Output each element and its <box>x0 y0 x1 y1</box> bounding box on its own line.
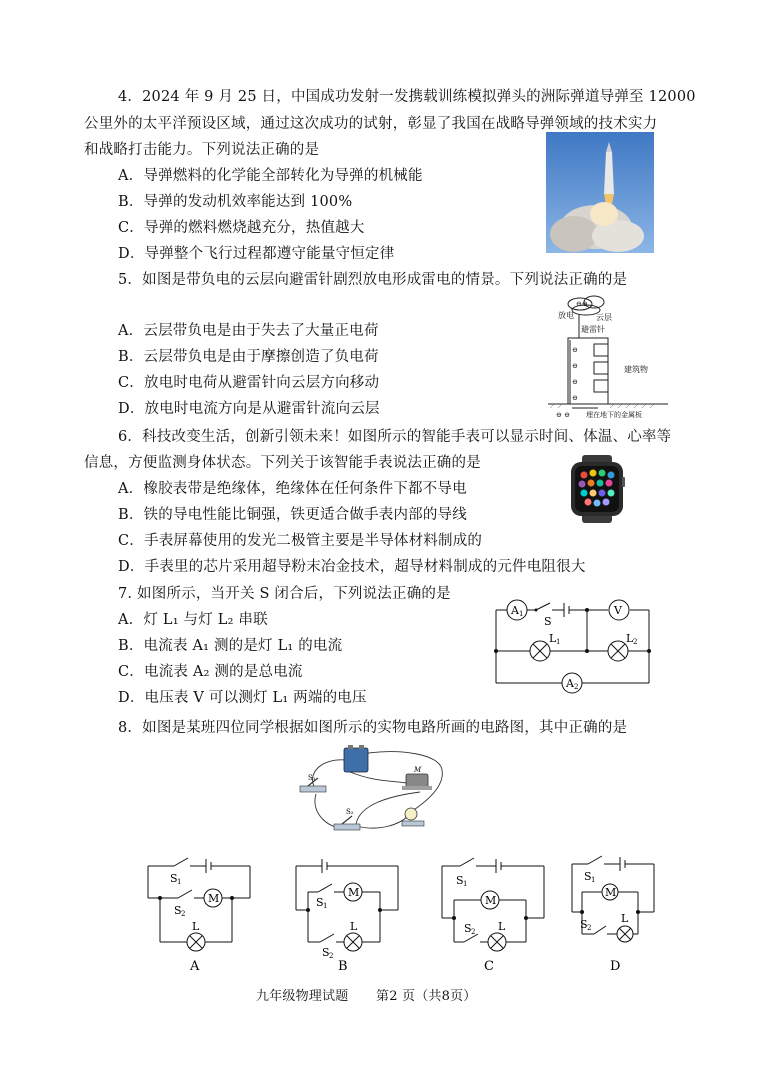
discharge-label: 放电 <box>558 311 574 320</box>
photo-s2-label: S₂ <box>346 808 354 816</box>
circuit-b <box>296 859 398 974</box>
q4-option-b: B．导弹的发动机效率能达到 100% <box>118 194 353 210</box>
svg-text:⊖: ⊖ <box>572 346 578 354</box>
q8-physical-circuit-image <box>290 744 456 844</box>
q6-option-c: C．手表屏幕使用的发光二极管主要是半导体材料制成的 <box>118 533 483 549</box>
svg-text:⊖: ⊖ <box>572 394 578 402</box>
circuit-a-l: L <box>192 920 200 933</box>
a2-sub: 2 <box>574 683 579 691</box>
lightning-rod-diagram <box>548 292 668 422</box>
q5-option-b: B．云层带负电是由于摩擦创造了负电荷 <box>118 349 379 365</box>
circuit-a-s1-sub: 1 <box>177 878 182 886</box>
q6-option-b: B．铁的导电性能比铜强，铁更适合做手表内部的导线 <box>118 507 467 523</box>
smartwatch-image <box>568 455 626 523</box>
circuit-b-s2: S <box>322 946 330 959</box>
circuit-a <box>148 858 250 974</box>
q4-option-c: C．导弹的燃料燃烧越充分，热值越大 <box>118 220 365 236</box>
circuit-c-m: M <box>485 894 497 907</box>
circuit-c-s2: S <box>464 922 472 935</box>
l2-sub: 2 <box>633 638 638 646</box>
circuit-c-s1: S <box>456 874 464 887</box>
circuit-d-s1-sub: 1 <box>591 876 596 884</box>
l1-sub: 1 <box>556 638 561 646</box>
choice-d-label: D <box>610 959 621 974</box>
rod-label: 避雷针 <box>581 325 605 334</box>
q5-option-c: C．放电时电荷从避雷针向云层方向移动 <box>118 375 380 391</box>
q7-option-d: D．电压表 V 可以测灯 L₁ 两端的电压 <box>118 690 367 706</box>
a1-sub: 1 <box>519 610 524 618</box>
circuit-b-m: M <box>348 886 360 899</box>
svg-text:⊖: ⊖ <box>572 378 578 386</box>
circuit-a-s2-sub: 2 <box>181 910 186 918</box>
circuit-d-s2-sub: 2 <box>587 924 592 932</box>
q5-stem: 5．如图是带负电的云层向避雷针剧烈放电形成雷电的情景。下列说法正确的是 <box>118 272 628 288</box>
svg-text:⊖: ⊖ <box>572 362 578 370</box>
choice-c-label: C <box>484 959 494 974</box>
building-label: 建筑物 <box>624 365 648 374</box>
circuit-b-s1-sub: 1 <box>323 902 328 910</box>
circuit-a-s2: S <box>174 904 182 917</box>
q4-stem-line2: 公里外的太平洋预设区域，通过这次成功的试射，彰显了我国在战略导弹领域的技术实力 <box>84 116 658 132</box>
footer-subject: 九年级物理试题 <box>256 989 349 1004</box>
v-label: V <box>614 604 622 617</box>
l2-label: L <box>626 632 634 645</box>
q7-option-a: A．灯 L₁ 与灯 L₂ 串联 <box>118 612 268 628</box>
missile-launch-image <box>546 132 654 253</box>
q4-stem-line1: 4．2024 年 9 月 25 日，中国成功发射一发携载训练模拟弹头的洲际弹道导弹至 12000 <box>118 89 696 105</box>
q7-circuit-diagram <box>492 597 656 695</box>
q7-stem: 7. 如图所示，当开关 S 闭合后，下列说法正确的是 <box>118 586 451 602</box>
circuit-d-m: M <box>605 886 617 899</box>
q6-option-d: D．手表里的芯片采用超导粉末冶金技术，超导材料制成的元件电阻很大 <box>118 559 586 575</box>
photo-m-label: M <box>414 766 422 774</box>
choice-a-label: A <box>190 959 200 974</box>
footer-page-number: 第2 页（共8页） <box>376 989 477 1004</box>
circuit-b-l: L <box>350 920 358 933</box>
circuit-d <box>572 856 654 974</box>
circuit-a-s1: S <box>170 872 178 885</box>
svg-text:⊖ ⊖: ⊖ ⊖ <box>556 411 570 419</box>
q5-option-a: A．云层带负电是由于失去了大量正电荷 <box>118 323 379 339</box>
q8-stem: 8．如图是某班四位同学根据如图所示的实物电路所画的电路图，其中正确的是 <box>118 720 628 736</box>
circuit-c-s1-sub: 1 <box>463 880 468 888</box>
q6-stem-line2: 信息，方便监测身体状态。下列关于该智能手表说法正确的是 <box>84 455 481 471</box>
circuit-c <box>442 858 544 974</box>
l1-label: L <box>549 632 557 645</box>
plate-label: 埋在地下的金属板 <box>586 411 642 419</box>
circuit-d-l: L <box>621 912 629 925</box>
circuit-b-s1: S <box>316 896 324 909</box>
q4-option-d: D．导弹整个飞行过程都遵守能量守恒定律 <box>118 246 395 262</box>
choice-b-label: B <box>338 959 348 974</box>
q5-option-d: D．放电时电流方向是从避雷针流向云层 <box>118 401 380 417</box>
svg-text:⊖⊖: ⊖⊖ <box>576 300 588 308</box>
s-label: S <box>544 615 552 628</box>
circuit-c-l: L <box>498 920 506 933</box>
q4-stem-line3: 和战略打击能力。下列说法正确的是 <box>84 142 320 158</box>
circuit-d-s2: S <box>580 918 588 931</box>
cloud-label: 云层 <box>596 313 612 322</box>
q6-option-a: A．橡胶表带是绝缘体，绝缘体在任何条件下都不导电 <box>118 481 467 497</box>
q6-stem-line1: 6．科技改变生活，创新引领未来！如图所示的智能手表可以显示时间、体温、心率等 <box>118 429 672 445</box>
q7-option-b: B．电流表 A₁ 测的是灯 L₁ 的电流 <box>118 638 343 654</box>
a1-label: A <box>511 604 519 617</box>
circuit-c-s2-sub: 2 <box>471 928 476 936</box>
q8-circuit-choices <box>140 852 660 976</box>
q4-option-a: A．导弹燃料的化学能全部转化为导弹的机械能 <box>118 168 423 184</box>
circuit-d-s1: S <box>584 870 592 883</box>
q7-option-c: C．电流表 A₂ 测的是总电流 <box>118 664 303 680</box>
circuit-b-s2-sub: 2 <box>329 952 334 960</box>
a2-label: A <box>566 677 574 690</box>
photo-s1-label: S₁ <box>308 774 316 782</box>
circuit-a-m: M <box>208 892 220 905</box>
